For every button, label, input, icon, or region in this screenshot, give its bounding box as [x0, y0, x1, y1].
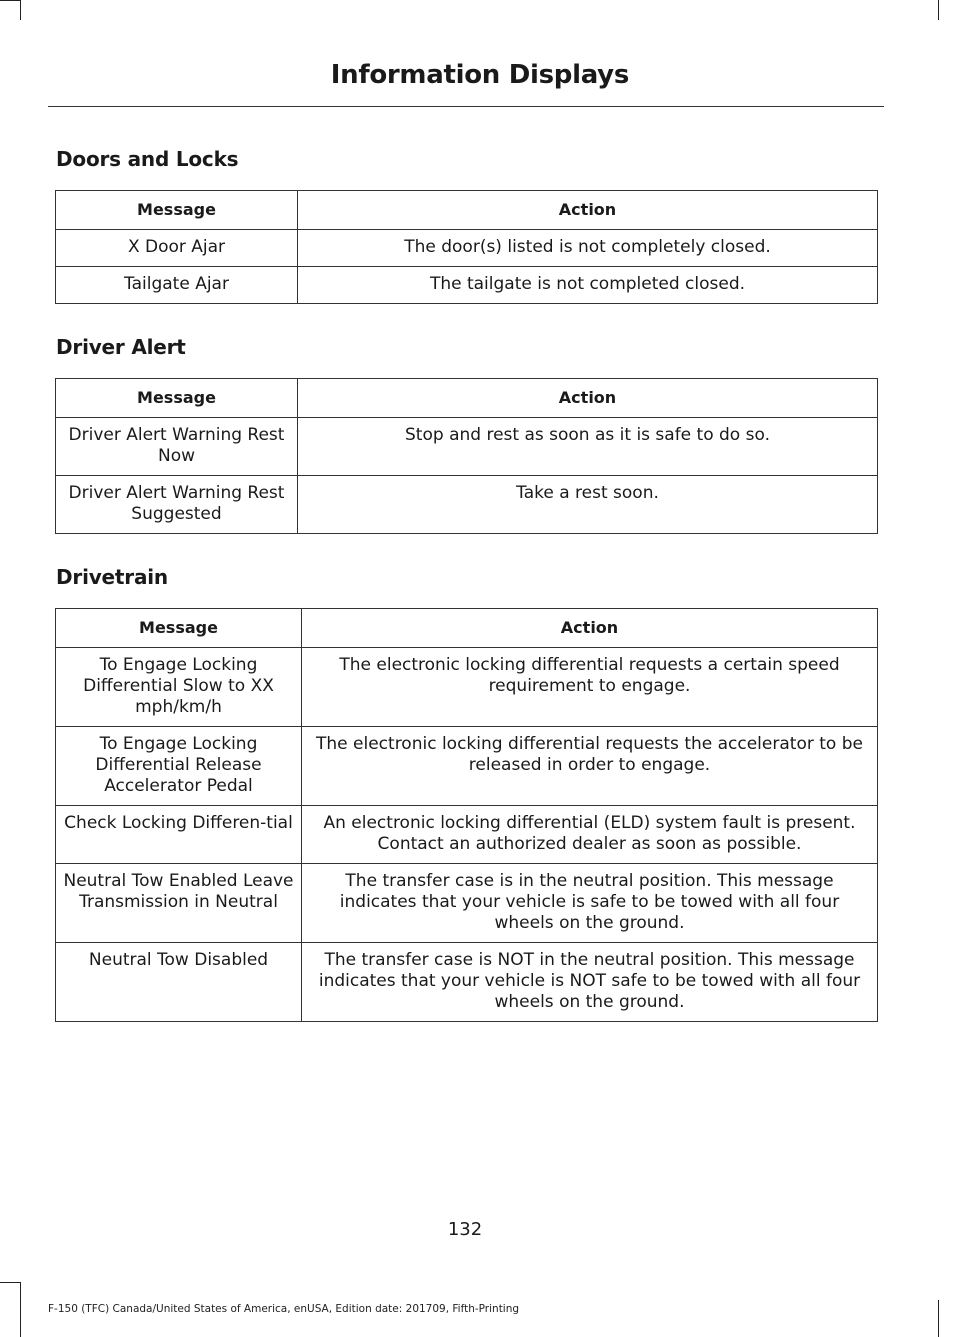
column-header-action: Action: [298, 379, 878, 418]
table-row: [56, 476, 878, 534]
crop-mark: [20, 0, 21, 20]
table-driver-alert: [55, 378, 878, 534]
action-cell: Stop and rest as soon as it is safe to do so.: [298, 418, 878, 476]
action-cell: The transfer case is NOT in the neutral position. This message indicates that your vehicle is NOT safe to be towed with all four wheels on the ground.: [302, 943, 878, 1022]
table-row: [56, 864, 878, 943]
table-row: [56, 418, 878, 476]
edition-footer: F-150 (TFC) Canada/United States of America, enUSA, Edition date: 201709, Fifth-Printing: [48, 1303, 520, 1315]
action-cell: An electronic locking differential (ELD) system fault is present. Contact an authorized dealer as soon as possible.: [302, 806, 878, 864]
message-cell: To Engage Locking Differential Release Accelerator Pedal: [56, 727, 302, 806]
message-cell: Check Locking Differen-tial: [56, 806, 302, 864]
message-cell: Driver Alert Warning Rest Now: [56, 418, 298, 476]
table-row: [56, 943, 878, 1022]
table-row: [56, 648, 878, 727]
crop-mark: [0, 1282, 20, 1283]
column-header-message: Message: [56, 609, 302, 648]
message-cell: X Door Ajar: [56, 230, 298, 267]
table-row: [56, 230, 878, 267]
column-header-message: Message: [56, 191, 298, 230]
action-cell: The transfer case is in the neutral position. This message indicates that your vehicle is safe to be towed with all four wheels on the ground.: [302, 864, 878, 943]
section-title-driver-alert: Driver Alert: [56, 335, 186, 359]
message-cell: Neutral Tow Enabled Leave Transmission in Neutral: [56, 864, 302, 943]
section-title-doors-and-locks: Doors and Locks: [56, 147, 239, 171]
table-header-row: [56, 379, 878, 418]
action-cell: The electronic locking differential requests a certain speed requirement to engage.: [302, 648, 878, 727]
action-cell: The tailgate is not completed closed.: [298, 267, 878, 304]
action-cell: Take a rest soon.: [298, 476, 878, 534]
message-cell: Driver Alert Warning Rest Suggested: [56, 476, 298, 534]
table-doors-and-locks: [55, 190, 878, 304]
table-row: [56, 727, 878, 806]
table-drivetrain: [55, 608, 878, 1022]
crop-mark: [20, 1282, 21, 1337]
message-cell: To Engage Locking Differential Slow to XX mph/km/h: [56, 648, 302, 727]
page-number: 132: [447, 1219, 483, 1240]
table-row: [56, 267, 878, 304]
table-header-row: [56, 609, 878, 648]
column-header-message: Message: [56, 379, 298, 418]
crop-mark: [938, 0, 939, 20]
header-divider: [48, 106, 884, 107]
page-header-title: Information Displays: [330, 60, 629, 90]
crop-mark: [938, 1300, 939, 1337]
message-cell: Neutral Tow Disabled: [56, 943, 302, 1022]
table-header-row: [56, 191, 878, 230]
message-cell: Tailgate Ajar: [56, 267, 298, 304]
table-row: [56, 806, 878, 864]
action-cell: The electronic locking differential requests the accelerator to be released in order to engage.: [302, 727, 878, 806]
column-header-action: Action: [298, 191, 878, 230]
section-title-drivetrain: Drivetrain: [56, 565, 168, 589]
column-header-action: Action: [302, 609, 878, 648]
action-cell: The door(s) listed is not completely closed.: [298, 230, 878, 267]
crop-mark: [0, 0, 20, 1]
